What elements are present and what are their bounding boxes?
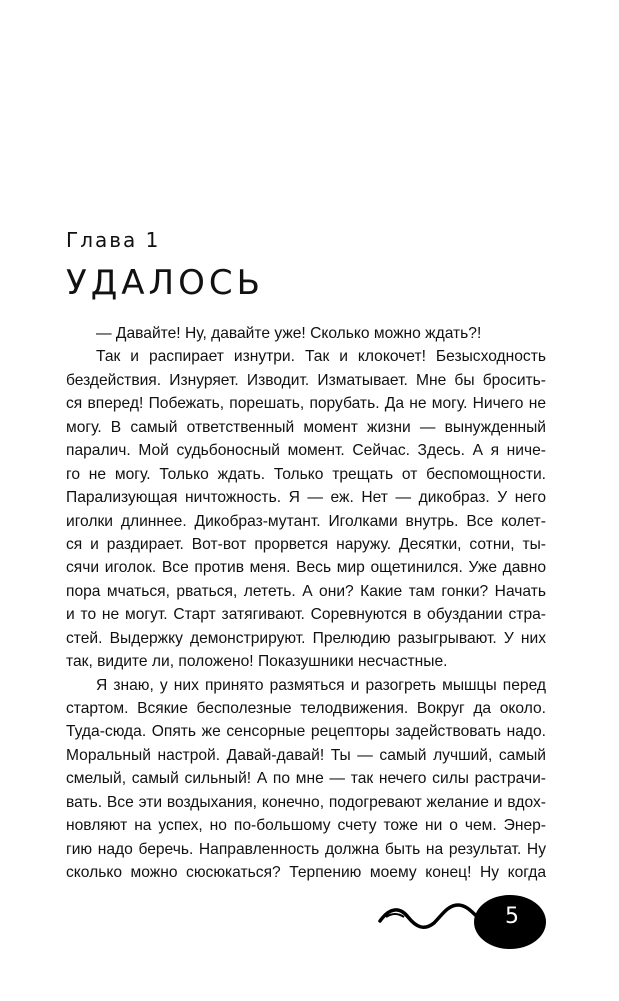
text-line: и то не могут. Старт затягивают. Соревнуются в обуздании стра- [66,606,546,624]
text-line: сячи иголок. Все против меня. Весь мир ощетинился. Уже давно [66,559,546,577]
text-line: ся и раздирает. Вот-вот прорвется наружу. Десятки, сотни, ты- [66,535,546,553]
text-line: — Давайте! Ну, давайте уже! Сколько можно ждать?! [96,325,482,342]
chapter-label: Глава 1 [66,228,161,252]
text-line: стей. Выдержку демонстрируют. Прелюдию разыгрывают. У них [66,629,546,647]
text-line: ся вперед! Побежать, порешать, порубать. Да не могу. Ничего не [66,395,546,413]
chapter-body [66,322,546,885]
text-line: сколько можно сюсюкаться? Терпению моему конец! Ну когда [66,864,546,882]
text-line: Парализующая ничтожность. Я — еж. Нет — дикобраз. У него [66,489,546,507]
text-line: Так и распирает изнутри. Так и клокочет! Безысходность [96,348,546,366]
text-line: могу. В самый ответственный момент жизни — вынужденный [66,418,546,436]
text-line: иголки длиннее. Дикобраз-мутант. Иголками внутрь. Все колет- [66,512,546,530]
text-line: паралич. Мой судьбоносный момент. Сейчас. Здесь. А я ниче- [66,442,546,460]
chapter-title: УДАЛОСЬ [66,263,264,303]
text-line: го не могу. Только ждать. Только трещать от беспомощности. [66,465,546,483]
text-line: пора мчаться, рваться, лететь. А они? Какие там гонки? Начать [66,582,546,600]
text-line: Моральный настрой. Давай-давай! Ты — самый лучший, самый [66,746,546,764]
text-line: вать. Все эти воздыхания, конечно, подогревают желание и вдох- [66,793,546,811]
text-line: смелый, самый сильный! А по мне — так нечего силы растрачи- [66,770,546,788]
text-line: стартом. Всякие бесполезные телодвижения. Вокруг да около. [66,700,546,717]
page-number: 5 [505,904,519,929]
text-line: новляют на успех, но по-большому счету тоже ни о чем. Энер- [66,817,546,835]
text-line: так, видите ли, положено! Показушники несчастные. [66,653,448,671]
text-line: бездействия. Изнуряет. Изводит. Изматывает. Мне бы бросить- [66,371,546,389]
text-line: Туда-сюда. Опять же сенсорные рецепторы задействовать надо. [66,723,546,741]
text-line: Я знаю, у них принято размяться и разогреть мышцы перед [96,676,546,694]
text-line: гию надо беречь. Направленность должна быть на результат. Ну [66,840,546,858]
